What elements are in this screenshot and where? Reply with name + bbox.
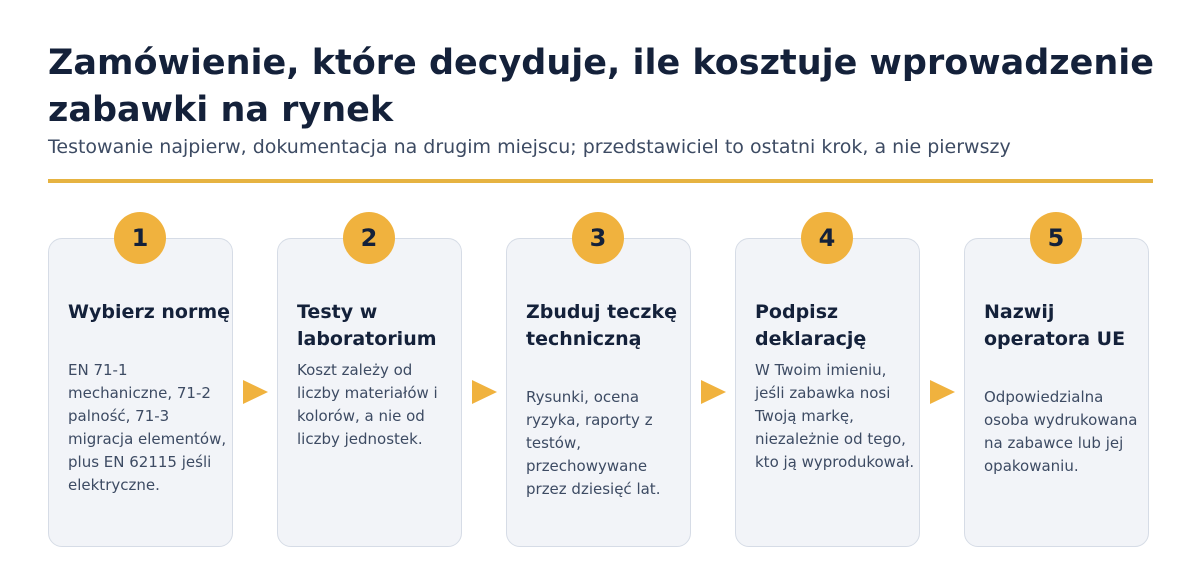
step-card-1 xyxy=(48,238,233,547)
step-description: W Twoim imieniu, jeśli zabawka nosi Twoją markę, niezależnie od tego, kto ją wyprodukował. xyxy=(755,361,915,471)
step-title: Podpisz deklarację xyxy=(755,301,867,350)
arrow-right-icon xyxy=(930,380,955,404)
step-description: Odpowiedzialna osoba wydrukowana na zabawce lub jej opakowaniu. xyxy=(984,388,1138,475)
step-title: Zbuduj teczkę techniczną xyxy=(526,301,677,350)
step-number-badge-3: 3 xyxy=(572,212,624,264)
step-card-5 xyxy=(964,238,1149,547)
step-title: Wybierz normę xyxy=(68,301,231,323)
step-description: EN 71-1 mechaniczne, 71-2 palność, 71-3 migracja elementów, plus EN 62115 jeśli elektryczne. xyxy=(68,361,227,494)
step-title: Testy w laboratorium xyxy=(297,301,437,350)
page-title: Zamówienie, które decyduje, ile kosztuje wprowadzenie zabawki na rynek xyxy=(48,43,1155,130)
arrow-right-icon xyxy=(472,380,497,404)
arrow-right-icon xyxy=(701,380,726,404)
accent-divider xyxy=(48,179,1153,183)
step-title: Nazwij operatora UE xyxy=(984,301,1126,350)
step-card-2 xyxy=(277,238,462,547)
step-number-badge-4: 4 xyxy=(801,212,853,264)
step-card-4 xyxy=(735,238,920,547)
step-description: Koszt zależy od liczby materiałów i kolorów, a nie od liczby jednostek. xyxy=(297,361,438,448)
step-number-badge-1: 1 xyxy=(114,212,166,264)
arrow-right-icon xyxy=(243,380,268,404)
step-number-badge-2: 2 xyxy=(343,212,395,264)
step-number-badge-5: 5 xyxy=(1030,212,1082,264)
page-subtitle: Testowanie najpierw, dokumentacja na drugim miejscu; przedstawiciel to ostatni krok, a nie pierwszy xyxy=(48,136,1011,158)
step-card-3 xyxy=(506,238,691,547)
step-description: Rysunki, ocena ryzyka, raporty z testów, przechowywane przez dziesięć lat. xyxy=(526,388,661,498)
